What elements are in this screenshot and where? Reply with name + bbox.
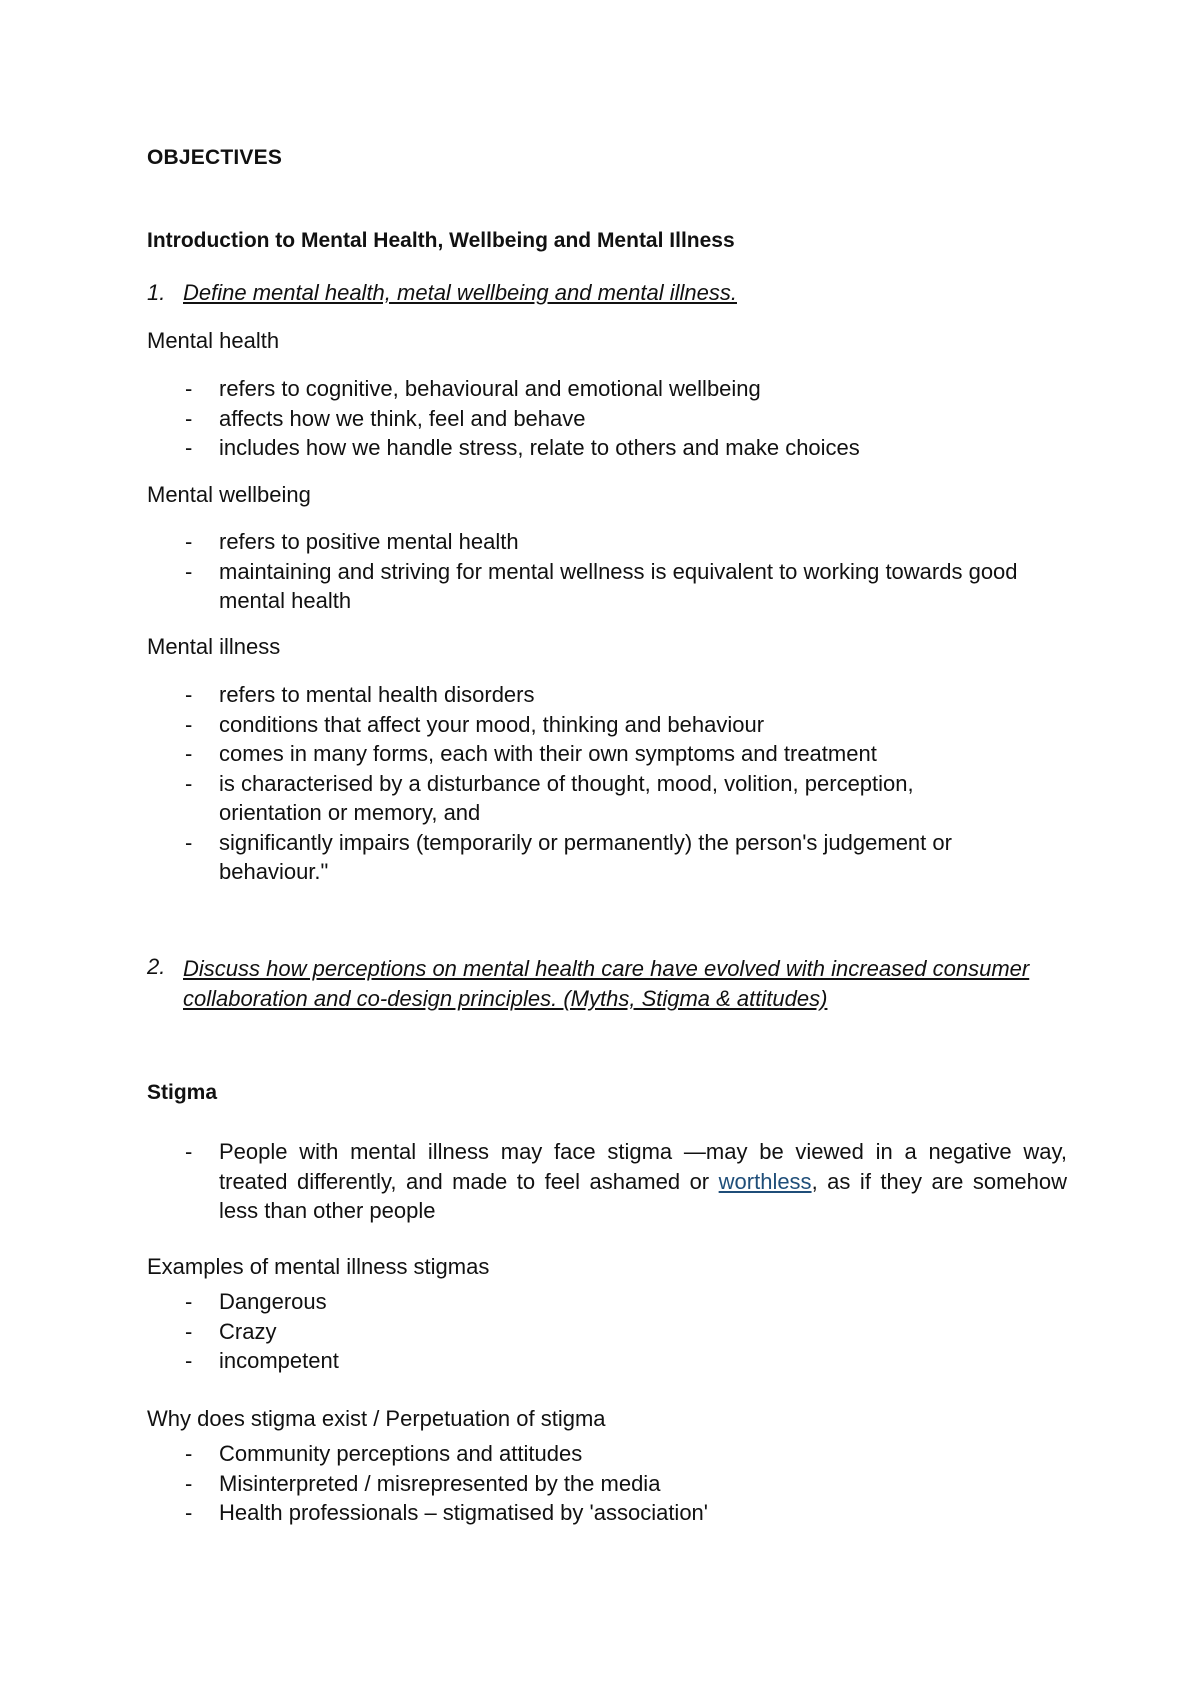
- list-item: - is characterised by a disturbance of thought, mood, volition, perception, orientation or memory, and: [185, 770, 914, 825]
- objective-1-number: 1.: [147, 280, 166, 305]
- why-list: [147, 1439, 1067, 1528]
- list-item: - maintaining and striving for mental wellness is equivalent to working towards good mental health: [185, 558, 1018, 613]
- objective-2: [147, 954, 1067, 1016]
- list-item: - Health professionals – stigmatised by 'association': [185, 1500, 708, 1525]
- intro-heading: Introduction to Mental Health, Wellbeing and Mental Illness: [147, 229, 735, 252]
- list-item: - includes how we handle stress, relate to others and make choices: [185, 435, 860, 460]
- document-title: OBJECTIVES: [147, 146, 283, 169]
- mental-illness-label: Mental illness: [147, 634, 281, 659]
- list-item: - People with mental illness may face stigma —may be viewed in a negative way, treated differently, and made to feel ashamed or worthless, as if they are somehow less than other people: [185, 1139, 1067, 1223]
- document-page: [147, 0, 1067, 1698]
- objective-1-text: Define mental health, metal wellbeing and mental illness.: [183, 280, 737, 305]
- list-item: - Misinterpreted / misrepresented by the media: [185, 1470, 661, 1496]
- list-item: - incompetent: [185, 1348, 339, 1373]
- stigma-heading: Stigma: [147, 1081, 218, 1104]
- mental-wellbeing-label: Mental wellbeing: [147, 482, 311, 507]
- why-label: Why does stigma exist / Perpetuation of stigma: [147, 1406, 606, 1431]
- list-item: - comes in many forms, each with their own symptoms and treatment: [185, 741, 877, 766]
- mental-health-label: Mental health: [147, 328, 280, 353]
- worthless-link[interactable]: worthless: [718, 1168, 812, 1194]
- mental-health-list: [147, 374, 1067, 463]
- list-item: - significantly impairs (temporarily or permanently) the person's judgement or behaviour.": [185, 829, 952, 884]
- examples-label: Examples of mental illness stigmas: [147, 1254, 490, 1279]
- mental-wellbeing-list: [147, 527, 1067, 616]
- list-item: - affects how we think, feel and behave: [185, 405, 586, 431]
- list-item: - refers to positive mental health: [185, 529, 519, 554]
- stigma-list: [147, 1137, 1067, 1226]
- list-item: - Community perceptions and attitudes: [185, 1441, 583, 1466]
- list-item: - Dangerous: [185, 1289, 327, 1314]
- examples-list: [147, 1287, 1067, 1376]
- list-item: - conditions that affect your mood, thinking and behaviour: [185, 711, 765, 737]
- objective-1: [147, 280, 1067, 310]
- list-item: - Crazy: [185, 1318, 277, 1344]
- list-item: - refers to mental health disorders: [185, 682, 535, 707]
- mental-illness-list: [147, 680, 1067, 887]
- list-item: - refers to cognitive, behavioural and emotional wellbeing: [185, 376, 761, 401]
- objective-2-text: Discuss how perceptions on mental health care have evolved with increased consumer collaboration and co-design principles. (Myths, Stigma & attitudes): [183, 956, 1030, 1011]
- objective-2-number: 2.: [147, 954, 166, 979]
